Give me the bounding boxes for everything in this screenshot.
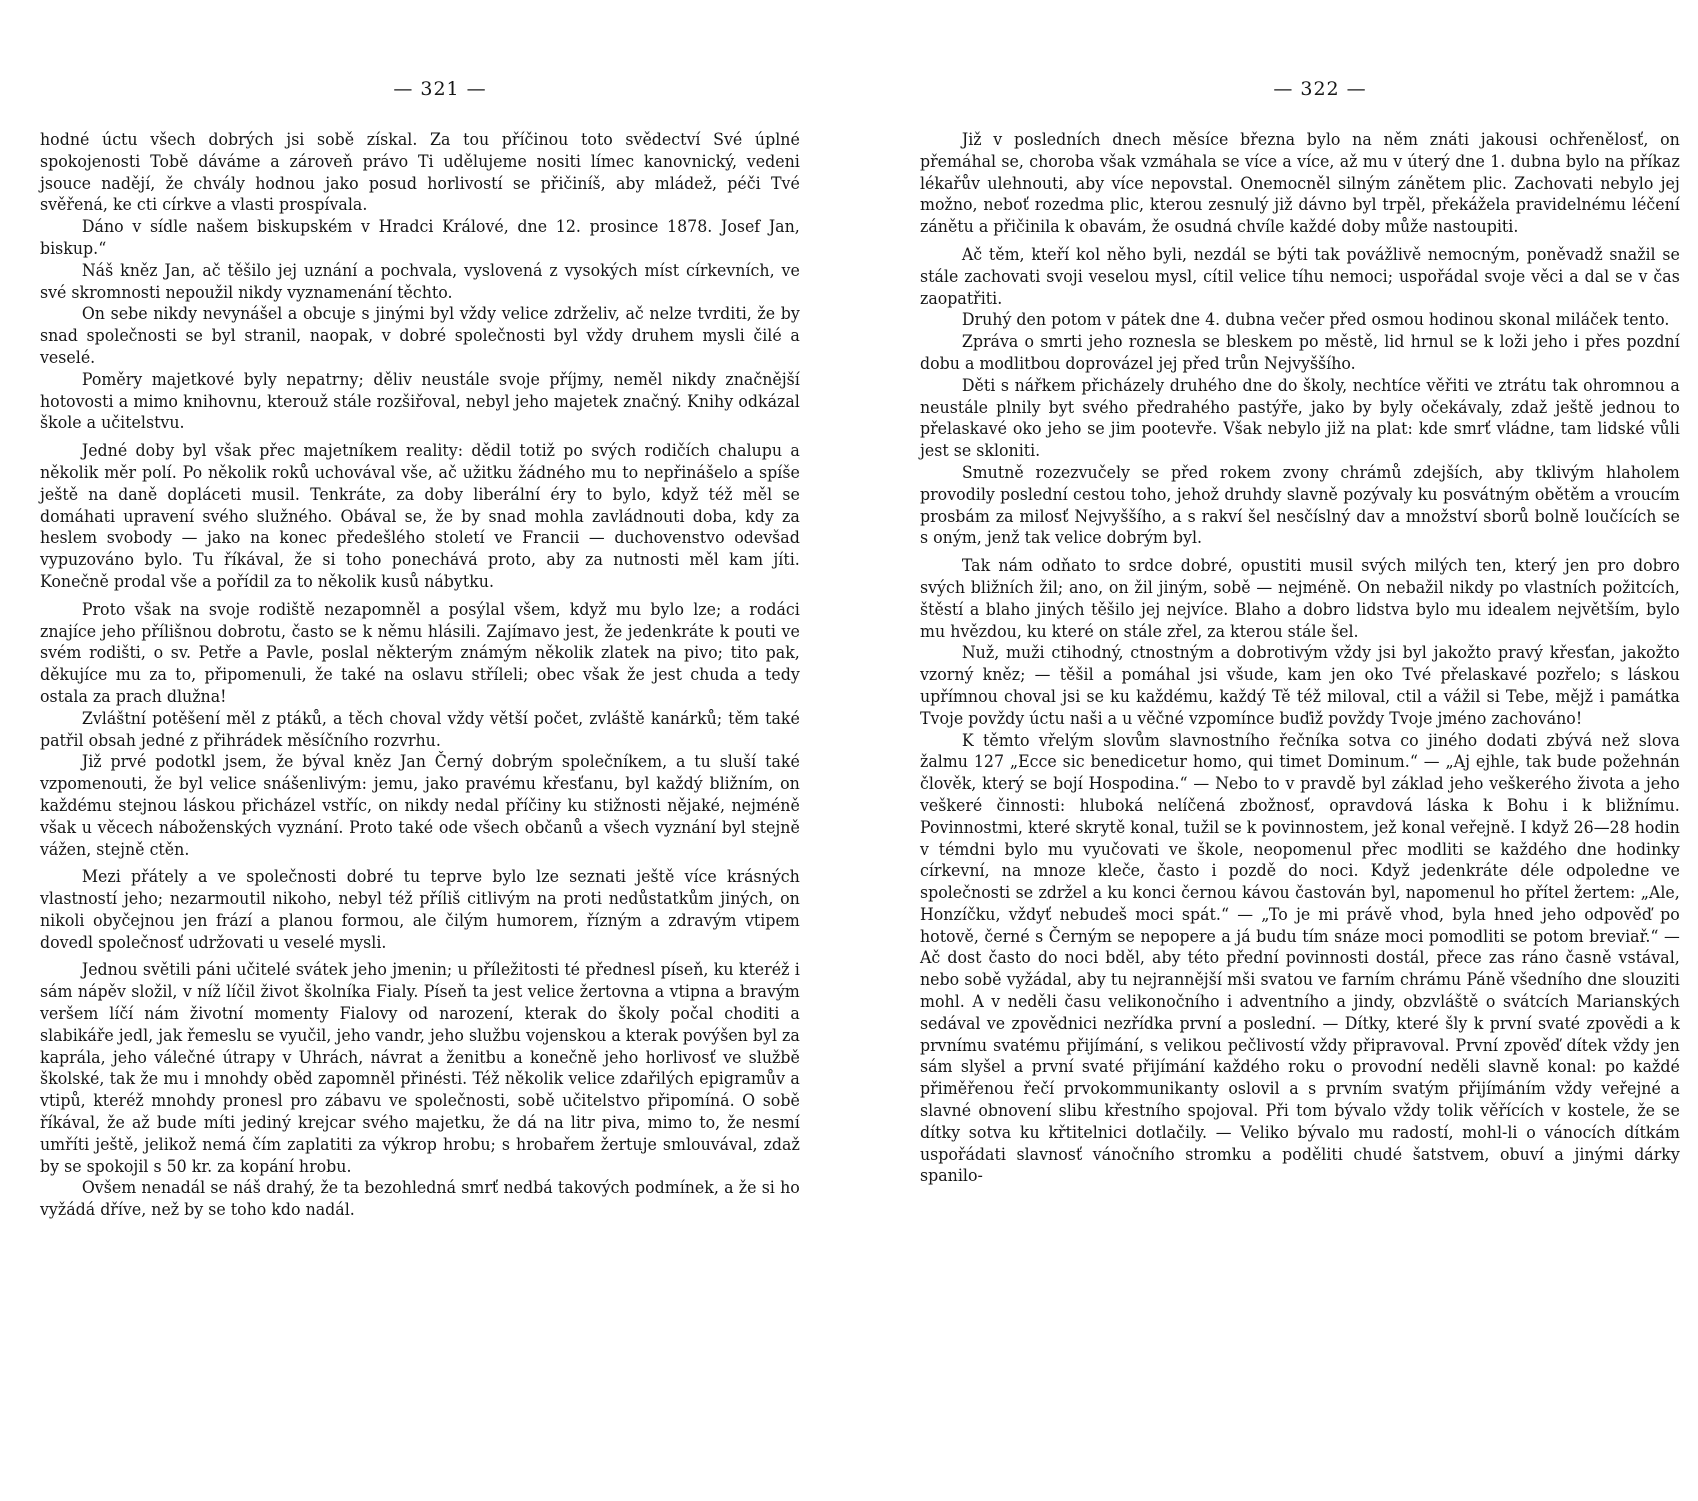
right-page <box>920 78 1680 1188</box>
paragraph: hodné úctu všech dobrých jsi sobě získal. Za tou příčinou toto svědectví Své úplné spokojenosti Tobě dáváme a zároveň právo Ti udělujeme nositi límec kanovnický, vedeni jsouce nadějí, že chvály hodnou jako posud horlivostí se přičiníš, aby mládež, péči Tvé svěřená, ke cti církve a vlasti prospívala. <box>40 130 800 216</box>
paragraph: Poměry majetkové byly nepatrny; děliv neustále svoje příjmy, neměl nikdy značnější hotovosti a mimo knihovnu, kterouž stále rozšiřoval, nebyl jeho majetek značný. Knihy odkázal škole a učitelstvu. <box>40 369 800 434</box>
paragraph: Jedné doby byl však přec majetníkem reality: dědil totiž po svých rodičích chalupu a několik měr polí. Po několik roků uchovával vše, ač užitku žádného mu to nepřinášelo a spíše ještě na daně dopláceti musil. Tenkráte, za doby liberální éry to bylo, když též měl se domáhati upravení svého služného. Obával se, že by snad mohla zavládnouti doba, kdy za heslem svobody — jako na konec předešlého století ve Francii — duchovenstvo odevšad vypuzováno bylo. Tu říkával, že si toho ponechává proto, aby za nutnosti měl kam jíti. Konečně prodal vše a pořídil za to několik kusů nábytku. <box>40 441 800 592</box>
paragraph: Ač těm, kteří kol něho byli, nezdál se býti tak povážlivě nemocným, poněvadž snažil se stále zachovati svoji veselou mysl, cítil velice tíhu nemoci; uspořádal svoje věci a dal se v čas zaopatřiti. <box>920 244 1680 309</box>
page-body <box>920 130 1680 1188</box>
paragraph: K těmto vřelým slovům slavnostního řečníka sotva co jiného dodati zbývá než slova žalmu 127 „Ecce sic benedicetur homo, qui timet Dominum.“ — „Aj ejhle, tak bude požehnán člověk, který se bojí Hospodina.“ — Nebo to v pravdě byl základ jeho veškerého života a jeho veškeré činnosti: hluboká nelíčená zbožnosť, opravdová láska k Bohu i k bližnímu. Povinnostmi, které skrytě konal, tužil se k povinnostem, jež konal veřejně. I když 26—28 hodin v témdni bylo mu vyučovati ve škole, neopomenul přec modliti se každého dne hodinky církevní, na mnoze kleče, často i pozdě do noci. Když jedenkráte déle odpoledne ve společnosti se zdržel a ku konci černou kávou častován byl, napomenul ho přítel žertem: „Ale, Honzíčku, vždyť nebudeš moci spát.“ — „To je mi právě vhod, byla hned jeho odpověď po hotově, černé s Černým se nepopere a já budu tím snáze moci pomodliti se potom breviař.“ — Ač dost často do noci bděl, aby této přední povinnosti dostál, přece zas ráno časně vstával, nebo sobě vyžádal, aby tu nejrannější mši svatou ve farním chrámu Páně všedního dne slouziti mohl. A v neděli času velikonočního i adventního a jindy, obzvláště o svátcích Marianských sedával ve zpovědnici nezřídka první a poslední. — Dítky, které šly k první svaté zpovědi a k prvnímu svatému přijímání, s velikou pečlivostí vždy připravoval. První zpověď dítek vždy jen sám slyšel a první svaté přijímání každého roku o provodní neděli slavně konal: po každé přiměřenou řečí prvokommunikanty oslovil a s prvním svatým přijímáním vždy veřejné a slavné obnovení slibu křestního spojoval. Při tom bývalo vždy tolik věřících v kostele, že se dítky sotva ku křtitelnici dotlačily. — Veliko bývalo mu radostí, mohl-li o vánocích dítkám uspořádati slavnosť vánočního stromku a poděliti chudé šatstvem, obuví a jinými dárky spanilo- <box>920 730 1680 1187</box>
paragraph: On sebe nikdy nevynášel a obcuje s jinými byl vždy velice zdrželiv, ač nelze tvrditi, že by snad společnosti se byl stranil, naopak, v dobré společnosti byl vždy druhem mysli čilé a veselé. <box>40 304 800 368</box>
paragraph: Druhý den potom v pátek dne 4. dubna večer před osmou hodinou skonal miláček tento. <box>961 310 1670 331</box>
paragraph: Proto však na svoje rodiště nezapomněl a posýlal všem, když mu bylo lze; a rodáci znajíce jeho přílišnou dobrotu, často se k němu hlásili. Zajímavo jest, že jedenkráte k pouti ve svém rodišti, o sv. Petře a Pavle, poslal některým známým několik zlatek na pivo; tito pak, děkujíce mu za to, připomenuli, že také na oslavu stříleli; obec však že jest chuda a tedy ostala za prach dlužna! <box>40 599 800 707</box>
paragraph: Smutně rozezvučely se před rokem zvony chrámů zdejších, aby tklivým hlaholem provodily poslední cestou toho, jehož druhdy slavně pozývaly ku posvátným obětěm a vroucím prosbám za milosť Nejvyššího, a s rakví šel nesčíslný dav a množství sborů bolně loučících se s oným, jenž tak velice dobrým byl. <box>920 462 1680 549</box>
left-page <box>40 78 800 1222</box>
paragraph: Nuž, muži ctihodný, ctnostným a dobrotivým vždy jsi byl jakožto pravý křesťan, jakožto vzorný kněz; — těšil a pomáhal jsi všude, kam jen oko Tvé přelaskavé pozřelo; s láskou upřímnou choval jsi se ku každému, každý Tě též miloval, ctil a vážil si Tebe, mějž i památka Tvoje povždy úctu naši a u věčné vzpomínce buďiž povždy Tvoje jméno zachováno! <box>920 643 1680 729</box>
paragraph: Zpráva o smrti jeho roznesla se bleskem po městě, lid hrnul se k loži jeho i přes pozdní dobu a modlitbou doprovázel jej před trůn Nejvyššího. <box>920 332 1680 374</box>
paragraph: Děti s nářkem přicházely druhého dne do školy, nechtíce věřiti ve ztrátu tak ohromnou a neustále plnily byt svého předrahého pastýře, jako by byly očekávaly, zdaž ještě jednou to přelaskavé oko jeho se jim pootevře. Však nebylo již na plat: kde smrť vládne, tam lidské vůli jest se skloniti. <box>920 375 1680 462</box>
paragraph: Mezi přátely a ve společnosti dobré tu teprve bylo lze seznati ještě více krásných vlastností jeho; nezarmoutil nikoho, nebyl též příliš citlivým na proti nedůstatkům jiných, on nikoli obyčejnou jen frází a planou formou, ale čilým humorem, řízným a zdravým vtipem dovedl společnosť udržovati u veselé mysli. <box>40 867 800 953</box>
paragraph: Jednou světili páni učitelé svátek jeho jmenin; u příležitosti té přednesl píseň, ku kteréž i sám nápěv složil, v níž líčil život školníka Fialy. Píseň ta jest velice žertovna a vtipna a bravým veršem líčí nám životní momenty Fialovy od narození, kterak do školy počal choditi a slabikáře jedl, jak řemeslu se vyučil, jeho vandr, jeho službu vojenskou a kterak povýšen byl za kaprála, jeho válečné útrapy v Uhrách, návrat a ženitbu a konečně jeho horlivosť ve službě školské, tak že mu i mnohdy oběd zapomněl přinésti. Též několik velice zdařilých epigramův a vtipů, kteréž mnohdy pronesl pro zábavu ve společnosti, sobě učitelstvo připomíná. O sobě říkával, že až bude míti jediný krejcar svého majetku, že dá na litr piva, mimo to, že nesmí umříti ještě, jelikož nemá čím zaplatiti za výkrop hrobu; s hrobařem žertuje smlouvával, zdaž by se spokojil s 50 kr. za kopání hrobu. <box>40 960 800 1177</box>
paragraph: Ovšem nenadál se náš drahý, že ta bezohledná smrť nedbá takových podmínek, a že si ho vyžádá dříve, než by se toho kdo nadál. <box>40 1178 800 1221</box>
page-number: — 321 — <box>393 78 487 100</box>
paragraph: Dáno v sídle našem biskupském v Hradci Králové, dne 12. prosince 1878. Josef Jan, biskup.“ <box>40 217 800 259</box>
page-body <box>40 130 800 1222</box>
paragraph: Tak nám odňato to srdce dobré, opustiti musil svých milých ten, který jen pro dobro svých bližních žil; ano, on žil jiným, sobě — nejméně. On nebažil nikdy po vlastních požitcích, štěstí a blaho jiných těšilo jej nejvíce. Blaho a dobro lidstva bylo mu idealem největším, bylo mu hvězdou, ku které on stále zřel, za kterou stále šel. <box>920 556 1680 642</box>
paragraph: Zvláštní potěšení měl z ptáků, a těch choval vždy větší počet, zvláště kanárků; těm také patřil obsah jedné z přihrádek měsíčního rozvrhu. <box>40 708 800 751</box>
paragraph: Již prvé podotkl jsem, že býval kněz Jan Černý dobrým společníkem, a tu sluší také vzpomenouti, že byl velice snášenlivým: jemu, jako pravému křesťanu, byl každý bližním, on každému stejnou láskou přicházel vstříc, on nikdy nedal příčiny ku stižnosti nějaké, nejméně však u věcech náboženských vyznání. Proto také ode všech občanů a všech vyznání byl stejně vážen, stejně ctěn. <box>40 752 800 860</box>
paragraph: Již v posledních dnech měsíce března bylo na něm znáti jakousi ochřenělosť, on přemáhal se, choroba však vzmáhala se více a více, až mu v úterý dne 1. dubna bylo na příkaz lékařův ulehnouti, aby více nepovstal. Onemocněl silným zánětem plic. Zachovati nebylo jej možno, neboť rozedma plic, kterou zesnulý již dávno byl trpěl, překážela pravidelnému léčení zánětu a přičinila k obavám, že osudná chvíle každé doby může nastoupiti. <box>920 130 1680 238</box>
page-number: — 322 — <box>1273 78 1367 100</box>
paragraph: Náš kněz Jan, ač těšilo jej uznání a pochvala, vyslovená z vysokých míst církevních, ve své skromnosti nepoužil nikdy vyznamenání těchto. <box>40 260 800 303</box>
